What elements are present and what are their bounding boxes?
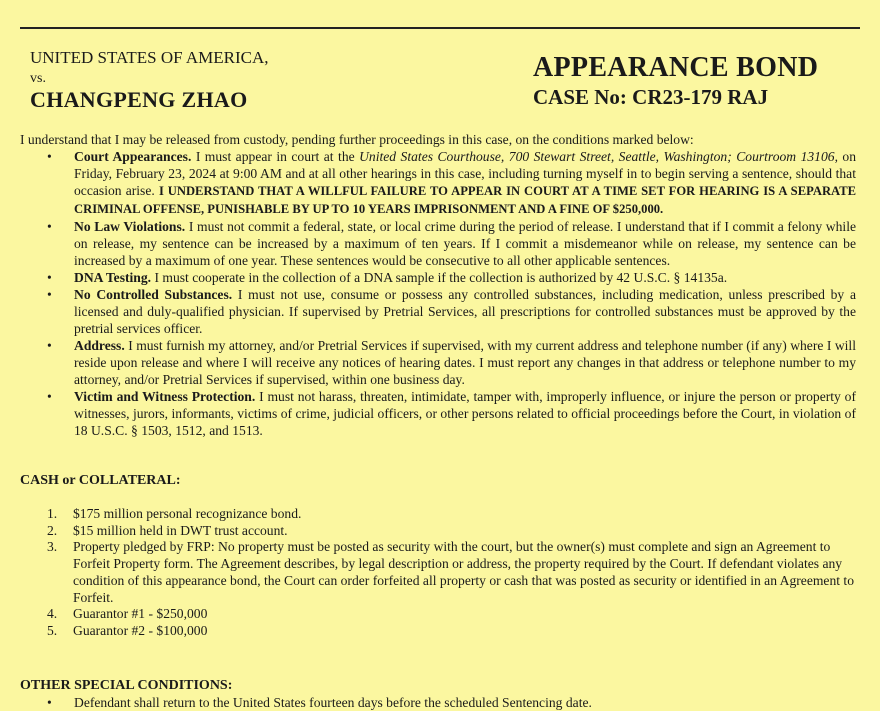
bullet-icon: • bbox=[47, 287, 52, 302]
special-conditions-list bbox=[20, 694, 856, 711]
item-number: 3. bbox=[47, 539, 58, 555]
condition-heading: DNA Testing. bbox=[74, 270, 152, 285]
bullet-icon: • bbox=[47, 270, 52, 285]
item-number: 1. bbox=[47, 506, 58, 521]
condition-text: I must not use, consume or possess any controlled substances, including medication, unless prescribed by a licensed and duly-qualified physician. If supervised by Pretrial Services, all prescriptions for controlled substances must be approved by the pretrial services officer. bbox=[74, 287, 856, 336]
item-number: 2. bbox=[47, 522, 58, 538]
plaintiff-name: UNITED STATES OF AMERICA, bbox=[30, 48, 269, 67]
cash-item bbox=[20, 606, 856, 623]
bullet-icon: • bbox=[47, 338, 52, 353]
cash-item bbox=[20, 623, 856, 640]
condition-address bbox=[20, 337, 856, 388]
case-caption-title bbox=[533, 52, 818, 110]
condition-court-appearances bbox=[20, 148, 856, 218]
condition-no-law-violations bbox=[20, 218, 856, 269]
item-number: 4. bbox=[47, 606, 58, 622]
cash-collateral-list bbox=[20, 506, 856, 640]
intro-paragraph: I understand that I may be released from custody, pending further proceedings in this case, on the conditions marked below: bbox=[20, 132, 694, 147]
cash-item bbox=[20, 539, 856, 606]
cash-collateral-heading: CASH or COLLATERAL: bbox=[20, 473, 181, 488]
condition-heading: Address. bbox=[74, 338, 125, 353]
bullet-icon: • bbox=[47, 149, 52, 164]
versus-label: vs. bbox=[30, 71, 46, 86]
condition-dna-testing bbox=[20, 269, 856, 286]
condition-text: , on Friday, February 23, 2024 at 9:00 AM and at all other hearings in this case, including turning myself in to begin serving a sentence, should that occasion arise. bbox=[74, 149, 857, 198]
condition-heading: Court Appearances. bbox=[74, 149, 192, 164]
other-special-conditions-heading: OTHER SPECIAL CONDITIONS: bbox=[20, 678, 233, 693]
failure-to-appear-warning: I UNDERSTAND THAT A WILLFUL FAILURE TO APPEAR IN COURT AT A TIME SET FOR HEARING IS A SEPARATE CRIMINAL OFFENSE, PUNISHABLE BY UP TO 10 YEARS IMPRISONMENT AND A FINE OF $250,000. bbox=[74, 184, 856, 216]
cash-item bbox=[20, 506, 856, 523]
cash-item bbox=[20, 523, 856, 540]
conditions-list bbox=[20, 148, 856, 439]
condition-heading: No Law Violations. bbox=[74, 219, 186, 234]
bullet-icon: • bbox=[47, 695, 52, 710]
condition-text: I must furnish my attorney, and/or Pretrial Services if supervised, with my current address and telephone number (if any) where I will reside upon release and where I will receive any notices of hearing dates. I must report any changes in that address or telephone number to my attorney, and/or Pretrial Services if supervised, within one business day. bbox=[74, 338, 856, 387]
document-title: APPEARANCE BOND bbox=[533, 52, 819, 83]
condition-victim-witness-protection bbox=[20, 388, 856, 439]
condition-text: I must appear in court at the bbox=[191, 149, 360, 164]
case-caption-parties bbox=[30, 48, 269, 112]
item-number: 5. bbox=[47, 622, 58, 638]
item-text: Defendant shall return to the United States fourteen days before the scheduled Sentencing date. bbox=[74, 695, 592, 710]
item-text: Property pledged by FRP: No property must be posted as security with the court, but the owner(s) must complete and sign an Agreement to Forfeit Property form. The Agreement describes, by legal description or address, the property required by the Court. If defendant violates any condition of this appearance bond, the Court can order forfeited all property or cash that was posted as security or identified in an Agreement to Forfeit. bbox=[73, 539, 855, 605]
bullet-icon: • bbox=[47, 389, 52, 404]
courthouse-location: United States Courthouse, 700 Stewart Street, Seattle, Washington; Courtroom 13106 bbox=[359, 149, 835, 164]
item-text: $15 million held in DWT trust account. bbox=[73, 522, 288, 538]
special-condition-item bbox=[20, 694, 856, 711]
condition-text: I must not harass, threaten, intimidate, tamper with, improperly influence, or injure the person or property of witnesses, jurors, informants, victims of crime, judicial officers, or other persons related to official proceedings before the Court, in violation of 18 U.S.C. § 1503, 1512, and 1513. bbox=[74, 389, 856, 438]
condition-text: I must not commit a federal, state, or local crime during the period of release. I understand that if I commit a felony while on release, my sentence can be increased by a maximum of ten years. If I commit a misdemeanor while on release, my sentence can be increased by a maximum of one year. These sentences would be consecutive to all other applicable sentences. bbox=[74, 219, 856, 268]
top-rule bbox=[20, 27, 860, 29]
condition-text: I must cooperate in the collection of a DNA sample if the collection is authorized by 42 U.S.C. § 14135a. bbox=[151, 270, 728, 285]
condition-heading: No Controlled Substances. bbox=[74, 287, 233, 302]
case-number: CASE No: CR23-179 RAJ bbox=[533, 85, 769, 109]
item-text: $175 million personal recognizance bond. bbox=[73, 506, 302, 521]
item-text: Guarantor #2 - $100,000 bbox=[73, 622, 208, 638]
condition-no-controlled-substances bbox=[20, 286, 856, 337]
conditions-section bbox=[20, 131, 856, 439]
defendant-name: CHANGPENG ZHAO bbox=[30, 87, 248, 112]
bullet-icon: • bbox=[47, 219, 52, 234]
condition-heading: Victim and Witness Protection. bbox=[74, 389, 256, 404]
item-text: Guarantor #1 - $250,000 bbox=[73, 606, 208, 622]
